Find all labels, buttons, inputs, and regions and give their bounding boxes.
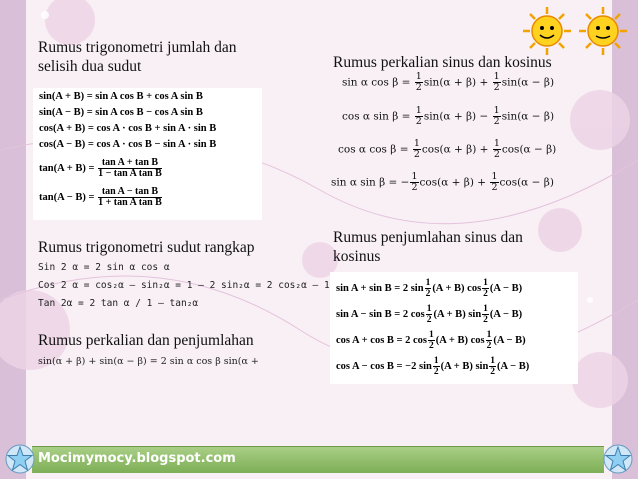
sum-sin-cos-formula-image: sin A + sin B = 2 sin $\frac{1}{2}$ (A + B) cos $\frac{1}{2}$ (A − B) sin A − sin B = 2 cos $\frac{1}{2}$ (A + B) sin $\frac{1}{2}$ (A − B) cos A + cos B = 2 cos $\frac{1}{2}$ (A + B) cos $\frac{1}{2}$ (A − B) cos A − cos B = −2 sin $\frac{1}{2}$ (A + B) sin $\frac{1}{2}$ (A − B) bbox=[330, 272, 578, 384]
heading-product-sum: Rumus perkalian dan penjumlahan bbox=[38, 332, 254, 349]
sum-difference-formula-image: sin(A + B) = sin A cos B + cos A sin B sin(A − B) = sin A cos B − cos A sin B cos(A + B) = cos A · cos B + sin A · sin B cos(A − B) = cos A · cos B − sin A · sin B tan(A + B) = $\frac{\text{tan A + tan B}}{\text{1 − tan A tan B}}$ tan(A − B) = $\frac{\text{tan A − tan B}}{\text{1 + tan A tan B}}$ bbox=[33, 88, 262, 220]
footer-bar bbox=[32, 446, 604, 473]
heading-sum-sin-cos: Rumus penjumlahan sinus dan kosinus bbox=[333, 229, 523, 265]
heading-double-angle: Rumus trigonometri sudut rangkap bbox=[38, 239, 255, 256]
double-angle-sin: Sin 2 α = 2 sin α cos α bbox=[38, 262, 170, 273]
product-formula-row: sin α cos β = $\frac{1}{2}$ sin(α + β) + $\frac{1}{2}$ sin(α − β) bbox=[342, 71, 555, 93]
product-formula-row: cos α cos β = $\frac{1}{2}$ cos(α + β) + $\frac{1}{2}$ cos(α − β) bbox=[338, 138, 557, 160]
product-formula-row: cos α sin β = $\frac{1}{2}$ sin(α + β) − $\frac{1}{2}$ sin(α − β) bbox=[342, 105, 555, 127]
product-formula-row: sin α sin β = − $\frac{1}{2}$ cos(α + β) + $\frac{1}{2}$ cos(α − β) bbox=[331, 171, 554, 193]
footer-site-link[interactable]: Mocimymocy.blogspot.com bbox=[38, 451, 236, 466]
next-star-icon[interactable] bbox=[603, 444, 633, 474]
heading-product-sin-cos: Rumus perkalian sinus dan kosinus bbox=[333, 54, 552, 71]
prev-star-icon[interactable] bbox=[5, 444, 35, 474]
heading-sum-difference: Rumus trigonometri jumlah dan selisih dua sudut bbox=[38, 39, 237, 75]
sun-icon bbox=[522, 6, 572, 56]
double-angle-tan: Tan 2α = 2 tan α / 1 – tan₂α bbox=[38, 298, 199, 309]
double-angle-cos: Cos 2 α = cos₂α – sin₂α = 1 – 2 sin₂α = 2 cos₂α – 1 bbox=[38, 280, 330, 291]
product-sum-line: sin(α + β) + sin(α − β) = 2 sin α cos β sin(α + bbox=[38, 356, 259, 367]
sun-icon bbox=[578, 6, 628, 56]
